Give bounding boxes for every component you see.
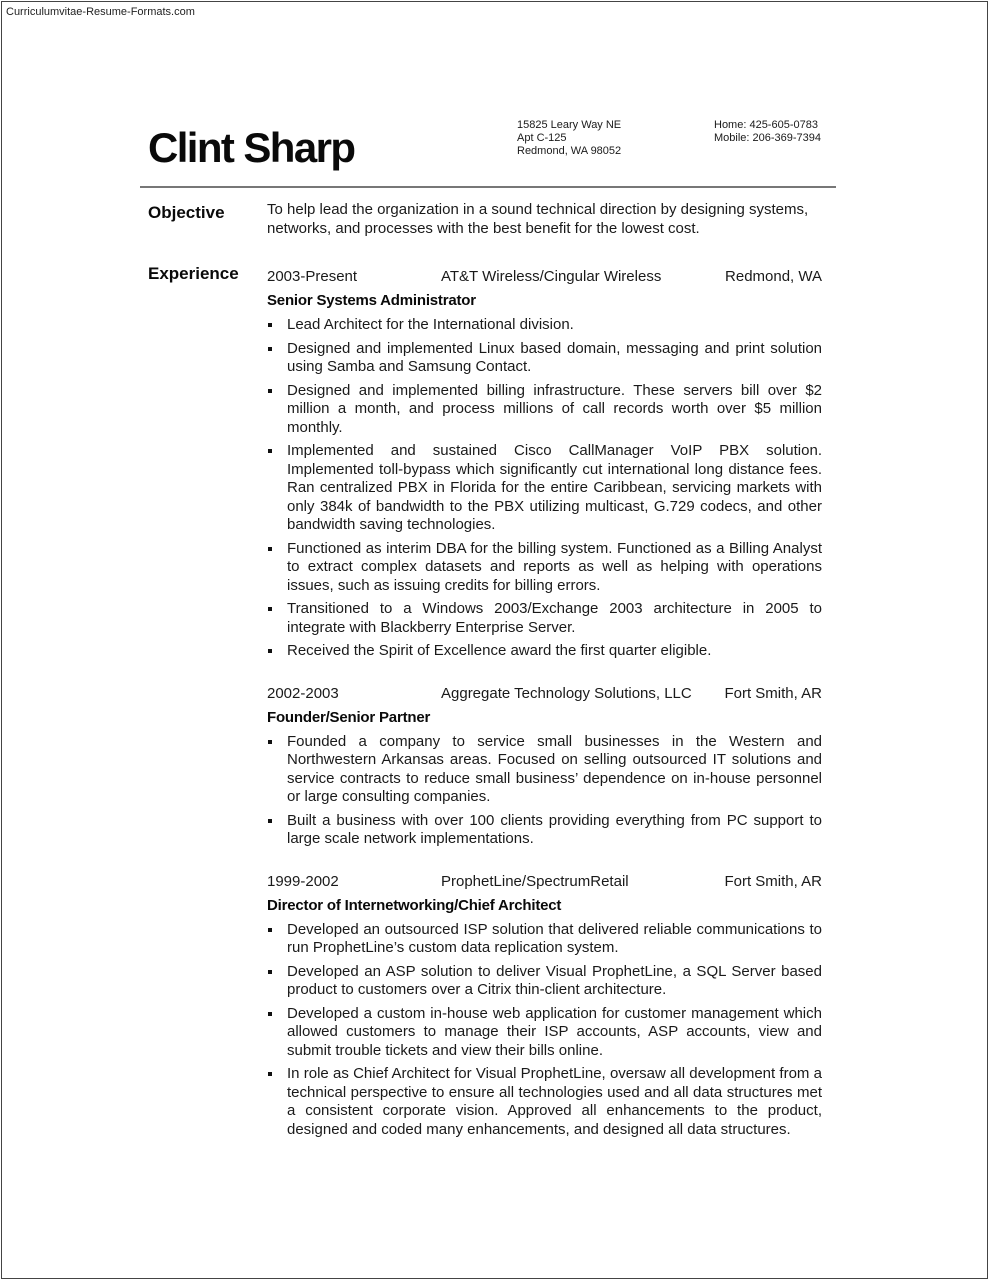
bullet-item: Implemented and sustained Cisco CallManager VoIP PBX solution. Implemented toll-bypass which significantly cut international long distance fees. Ran centralized PBX in Florida for the entire Caribbean, servicing markets with only 384k of bandwidth to the PBX utilizing multicast, G.729 codecs, and other bandwidth saving technologies.	[267, 442, 822, 535]
job-entry	[267, 873, 822, 1140]
bullet-item: Received the Spirit of Excellence award the first quarter eligible.	[267, 642, 822, 661]
job-header	[267, 685, 822, 703]
bullet-item: Founded a company to service small businesses in the Western and Northwestern Arkansas areas. Focused on selling outsourced IT solutions and service contracts to reduce small business’ dependence on in-house personnel or large consulting companies.	[267, 733, 822, 807]
address-line: 15825 Leary Way NE	[517, 119, 622, 131]
bullet-list	[267, 316, 822, 661]
phone-block	[714, 119, 821, 145]
job-dates: 2003-Present	[267, 268, 358, 285]
job-header	[267, 268, 822, 286]
bullet-item: Designed and implemented Linux based domain, messaging and print solution using Samba and Samsung Contact.	[267, 340, 822, 377]
bullet-item: Designed and implemented billing infrastructure. These servers bill over $2 million a month, and process millions of call records worth over $5 million monthly.	[267, 382, 822, 438]
bullet-item: Developed a custom in-house web application for customer management which allowed customers to manage their ISP accounts, ASP accounts, view and submit trouble tickets and view their bills online.	[267, 1005, 822, 1061]
experience-label: Experience	[148, 264, 239, 283]
address-line: Apt C-125	[517, 132, 567, 144]
bullet-list	[267, 733, 822, 849]
objective-text: To help lead the organization in a sound technical direction by designing systems, networks, and processes with the best benefit for the lowest cost.	[267, 201, 809, 237]
job-title: Founder/Senior Partner	[267, 708, 431, 726]
job-dates: 1999-2002	[267, 872, 339, 890]
bullet-item: Transitioned to a Windows 2003/Exchange 2003 architecture in 2005 to integrate with Blackberry Enterprise Server.	[267, 600, 822, 637]
experience-section	[267, 268, 822, 1144]
job-title: Senior Systems Administrator	[267, 292, 476, 309]
objective-label: Objective	[148, 203, 225, 222]
job-location: Fort Smith, AR	[724, 684, 822, 702]
job-entry	[267, 685, 822, 849]
header-divider	[140, 186, 836, 188]
bullet-item: Lead Architect for the International division.	[267, 316, 822, 335]
job-company: ProphetLine/SpectrumRetail	[441, 872, 629, 890]
bullet-item: Developed an outsourced ISP solution that delivered reliable communications to run ProphetLine’s custom data replication system.	[267, 921, 822, 958]
bullet-item: Developed an ASP solution to deliver Visual ProphetLine, a SQL Server based product to customers over a Citrix thin-client architecture.	[267, 963, 822, 1000]
job-location: Redmond, WA	[725, 268, 822, 285]
address-block	[517, 119, 621, 158]
job-dates: 2002-2003	[267, 684, 339, 702]
job-header	[267, 873, 822, 891]
home-phone: Home: 425-605-0783	[714, 119, 818, 131]
bullet-item: Built a business with over 100 clients providing everything from PC support to large scale network implementations.	[267, 812, 822, 849]
bullet-item: In role as Chief Architect for Visual ProphetLine, oversaw all development from a technical perspective to ensure all technologies used and all data structures met a consistent corporate vision. Approved all enhancements to the product, designed and coded many enhancements, and designed all data structures.	[267, 1065, 822, 1139]
job-company: AT&T Wireless/Cingular Wireless	[441, 268, 662, 285]
watermark: Curriculumvitae-Resume-Formats.com	[6, 6, 195, 18]
job-entry	[267, 268, 822, 661]
job-title: Director of Internetworking/Chief Architect	[267, 896, 562, 914]
bullet-item: Functioned as interim DBA for the billing system. Functioned as a Billing Analyst to extract complex datasets and reports as well as helping with operations issues, such as issuing credits for billing errors.	[267, 540, 822, 596]
address-line: Redmond, WA 98052	[517, 145, 622, 157]
job-location: Fort Smith, AR	[724, 872, 822, 890]
candidate-name: Clint Sharp	[148, 124, 355, 171]
bullet-list	[267, 921, 822, 1140]
job-company: Aggregate Technology Solutions, LLC	[441, 684, 692, 702]
mobile-phone: Mobile: 206-369-7394	[714, 132, 822, 144]
